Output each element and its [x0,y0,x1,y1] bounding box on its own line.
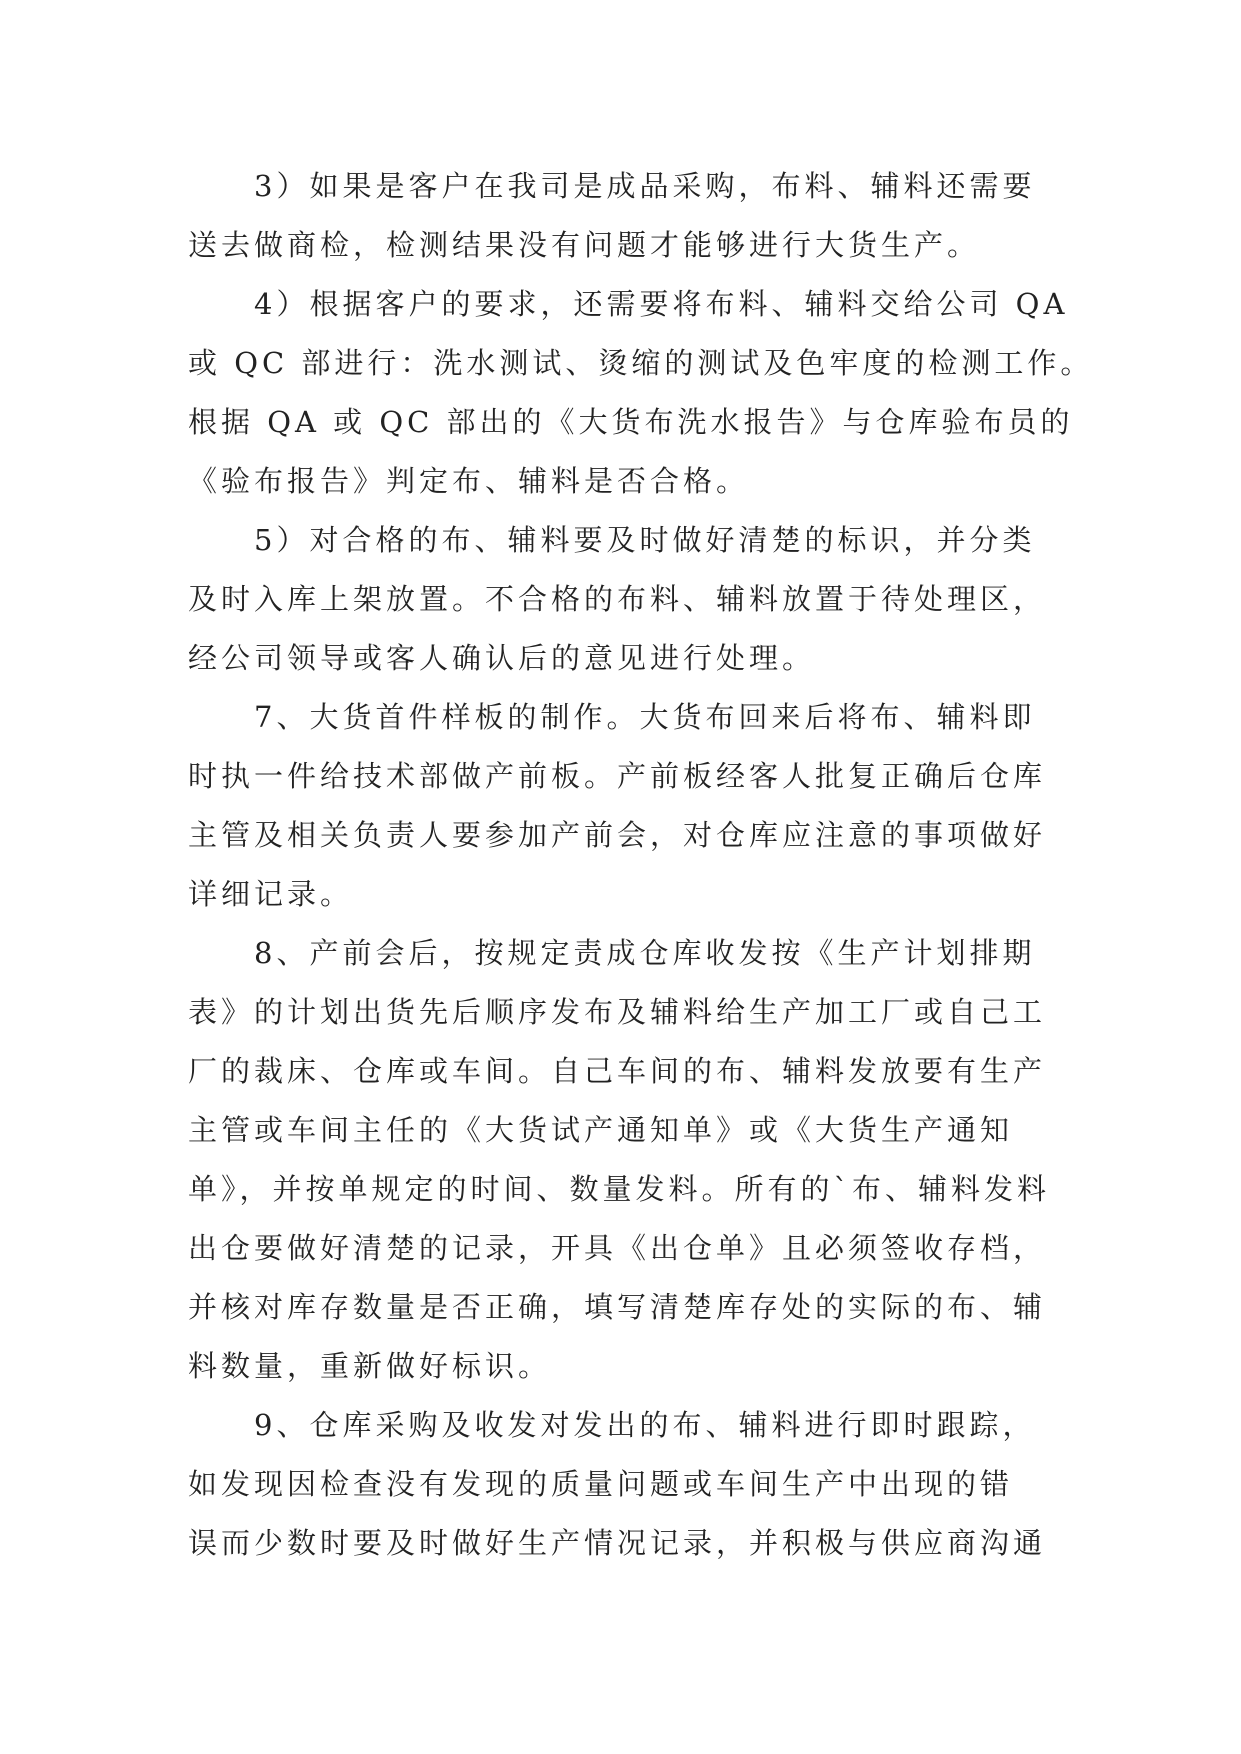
text-line: 主管或车间主任的《大货试产通知单》或《大货生产通知 [188,1113,1014,1147]
text-line: 9、仓库采购及收发对发出的布、辅料进行即时跟踪， [254,1408,1036,1442]
paragraph-item-7 [188,688,1048,924]
paragraph-item-3 [188,157,1048,275]
text-line: 如发现因检查没有发现的质量问题或车间生产中出现的错 [188,1467,1014,1501]
text-line: 3）如果是客户在我司是成品采购，布料、辅料还需要 [254,169,1036,203]
text-line: 详细记录。 [188,877,354,911]
text-line: 或 QC 部进行：洗水测试、烫缩的测试及色牢度的检测工作。 [188,346,1094,380]
text-line: 送去做商检，检测结果没有问题才能够进行大货生产。 [188,228,981,262]
text-line: 及时入库上架放置。不合格的布料、辅料放置于待处理区， [188,582,1047,616]
text-line: 料数量，重新做好标识。 [188,1349,552,1383]
document-body [188,157,1094,1573]
text-line: 并核对库存数量是否正确，填写清楚库存处的实际的布、辅 [188,1290,1047,1324]
text-line: 根据 QA 或 QC 部出的《大货布洗水报告》与仓库验布员的 [188,405,1074,439]
paragraph-item-4 [188,275,1094,511]
text-line: 误而少数时要及时做好生产情况记录，并积极与供应商沟通 [188,1526,1047,1560]
paragraph-item-5 [188,511,1048,688]
text-line: 单》，并按单规定的时间、数量发料。所有的`布、辅料发料 [188,1172,1051,1206]
text-line: 4）根据客户的要求，还需要将布料、辅料交给公司 QA [254,287,1069,321]
text-line: 经公司领导或客人确认后的意见进行处理。 [188,641,816,675]
paragraph-item-9 [188,1396,1048,1573]
paragraph-item-8 [188,924,1051,1396]
text-line: 主管及相关负责人要参加产前会，对仓库应注意的事项做好 [188,818,1047,852]
text-line: 8、产前会后，按规定责成仓库收发按《生产计划排期 [254,936,1036,970]
text-line: 表》的计划出货先后顺序发布及辅料给生产加工厂或自己工 [188,995,1047,1029]
text-line: 《验布报告》判定布、辅料是否合格。 [188,464,750,498]
text-line: 7、大货首件样板的制作。大货布回来后将布、辅料即 [254,700,1036,734]
text-line: 出仓要做好清楚的记录，开具《出仓单》且必须签收存档， [188,1231,1047,1265]
text-line: 时执一件给技术部做产前板。产前板经客人批复正确后仓库 [188,759,1047,793]
text-line: 5）对合格的布、辅料要及时做好清楚的标识，并分类 [254,523,1036,557]
text-line: 厂的裁床、仓库或车间。自己车间的布、辅料发放要有生产 [188,1054,1047,1088]
